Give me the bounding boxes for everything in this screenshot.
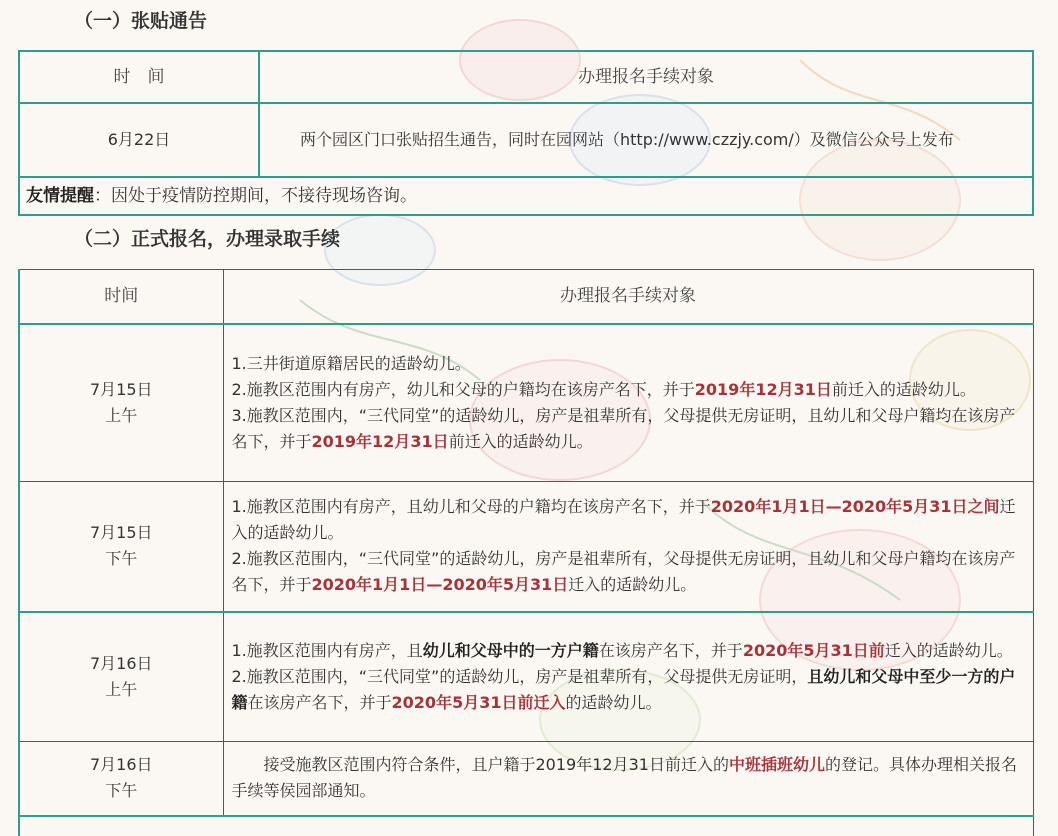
item-2: 2.施教区范围内，“三代同堂”的适龄幼儿，房产是祖辈所有，父母提供无房证明，且幼儿和父母中至少一方的户籍在该房产名下，并于2020年5月31日前迁入的适龄幼儿。 (231, 666, 1016, 712)
header-time: 时 间 (19, 51, 259, 103)
reminder-label: 友情提醒 (26, 186, 94, 206)
reminder-row (19, 177, 1033, 215)
row-date: 7月16日 (89, 755, 153, 775)
table-row (19, 103, 1033, 177)
row-period: 下午 (105, 781, 138, 801)
row-period: 上午 (105, 405, 138, 425)
row-date-cell (19, 742, 223, 816)
item-1: 1.施教区范围内有房产，且幼儿和父母的户籍均在该房产名下，并于2020年1月1日—2020年5月31日之间迁入的适龄幼儿。 (231, 497, 1016, 543)
row-date: 6月22日 (19, 103, 259, 177)
row-text-cell: 接受施教区范围内符合条件，且户籍于2019年12月31日前迁入的中班插班幼儿的登记。具体办理相关报名手续等侯园部通知。 (223, 742, 1033, 816)
row-text: 两个园区门口张贴招生通告，同时在园网站（http://www.czzjy.com/）及微信公众号上发布 (259, 103, 1033, 177)
item-1: 1.施教区范围内有房产，且幼儿和父母中的一方户籍在该房产名下，并于2020年5月31日前迁入的适龄幼儿。 (231, 640, 1013, 660)
reminder-cell (19, 177, 1033, 215)
section2-heading: （二）正式报名，办理录取手续 (74, 228, 341, 250)
reminder-text: ：因处于疫情防控期间，不接待现场咨询。 (94, 186, 417, 206)
table-row-partial (19, 816, 1033, 836)
row-date: 7月15日 (89, 523, 153, 543)
table-header-row (19, 51, 1033, 103)
header-object: 办理报名手续对象 (223, 270, 1033, 324)
table-row (19, 742, 1033, 816)
row-date-cell (19, 324, 223, 482)
item-2: 2.施教区范围内有房产，幼儿和父母的户籍均在该房产名下，并于2019年12月31日前迁入的适龄幼儿。 (231, 379, 976, 399)
row-period: 上午 (105, 679, 138, 699)
header-time: 时间 (19, 270, 223, 324)
item-2: 2.施教区范围内，“三代同堂”的适龄幼儿，房产是祖辈所有，父母提供无房证明，且幼儿和父母户籍均在该房产名下，并于2020年1月1日—2020年5月31日迁入的适龄幼儿。 (231, 549, 1016, 595)
table-row (19, 612, 1033, 742)
notice-table (18, 50, 1034, 216)
row-period: 下午 (105, 549, 138, 569)
row-date-cell (19, 482, 223, 612)
row-date-cell (19, 612, 223, 742)
section1-heading: （一）张贴通告 (74, 10, 208, 32)
item-1: 1.三井街道原籍居民的适龄幼儿。 (231, 353, 471, 373)
cut-off-cell (19, 816, 1033, 836)
row-text-cell (223, 612, 1033, 742)
item-3: 3.施教区范围内，“三代同堂”的适龄幼儿，房产是祖辈所有，父母提供无房证明，且幼儿和父母户籍均在该房产名下，并于2019年12月31日前迁入的适龄幼儿。 (231, 405, 1016, 451)
header-object: 办理报名手续对象 (259, 51, 1033, 103)
table-header-row (19, 270, 1033, 324)
row-text-cell (223, 324, 1033, 482)
registration-table (18, 269, 1034, 836)
table-row (19, 482, 1033, 612)
row-date: 7月15日 (89, 379, 153, 399)
row-date: 7月16日 (89, 653, 153, 673)
row-text-cell (223, 482, 1033, 612)
table-row (19, 324, 1033, 482)
